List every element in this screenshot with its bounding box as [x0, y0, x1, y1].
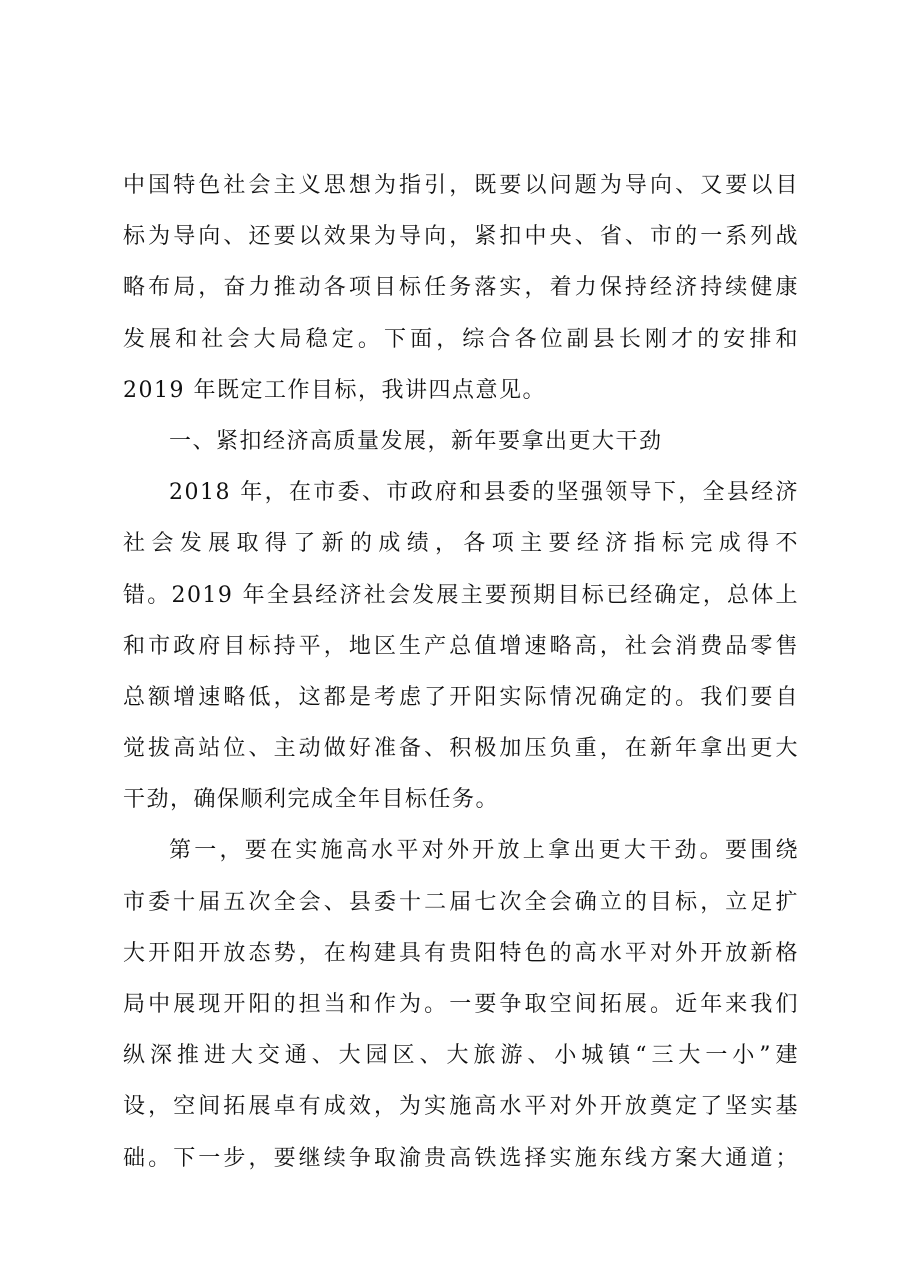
text-line: 础。下一步，要继续争取渝贵高铁选择实施东线方案大通道； [123, 1145, 799, 1171]
text-line: 略布局，奋力推动各项目标任务落实，着力保持经济持续健康 [123, 275, 799, 301]
body-text [123, 160, 799, 1184]
text-line: 觉拔高站位、主动做好准备、积极加压负重，在新年拿出更大 [123, 736, 799, 762]
text-line: 2018 年，在市委、市政府和县委的坚强领导下，全县经济 [169, 480, 799, 506]
text-line: 干劲，确保顺利完成全年目标任务。 [123, 787, 500, 813]
text-line: 市委十届五次全会、县委十二届七次全会确立的目标，立足扩 [123, 889, 799, 915]
text-line: 标为导向、还要以效果为导向，紧扣中央、省、市的一系列战 [123, 224, 799, 250]
text-line: 局中展现开阳的担当和作为。一要争取空间拓展。近年来我们 [123, 992, 799, 1017]
text-line: 2019 年既定工作目标，我讲四点意见。 [123, 377, 546, 403]
text-line: 大开阳开放态势，在构建具有贵阳特色的高水平对外开放新格 [123, 940, 799, 966]
text-line: 和市政府目标持平，地区生产总值增速略高，社会消费品零售 [123, 633, 799, 659]
text-line: 错。2019 年全县经济社会发展主要预期目标已经确定，总体上 [123, 582, 799, 608]
text-line: 中国特色社会主义思想为指引，既要以问题为导向、又要以目 [123, 173, 799, 198]
text-line: 社会发展取得了新的成绩，各项主要经济指标完成得不 [123, 531, 799, 557]
text-line: 一、紧扣经济高质量发展，新年要拿出更大干劲 [169, 428, 663, 454]
text-line: 发展和社会大局稳定。下面，综合各位副县长刚才的安排和 [123, 326, 799, 352]
text-line: 总额增速略低，这都是考虑了开阳实际情况确定的。我们要自 [123, 684, 799, 710]
text-line: 设，空间拓展卓有成效，为实施高水平对外开放奠定了坚实基 [123, 1094, 799, 1120]
text-line: 第一，要在实施高水平对外开放上拿出更大干劲。要围绕 [169, 838, 799, 864]
text-line: 纵深推进大交通、大园区、大旅游、小城镇“三大一小”建 [123, 1043, 799, 1069]
